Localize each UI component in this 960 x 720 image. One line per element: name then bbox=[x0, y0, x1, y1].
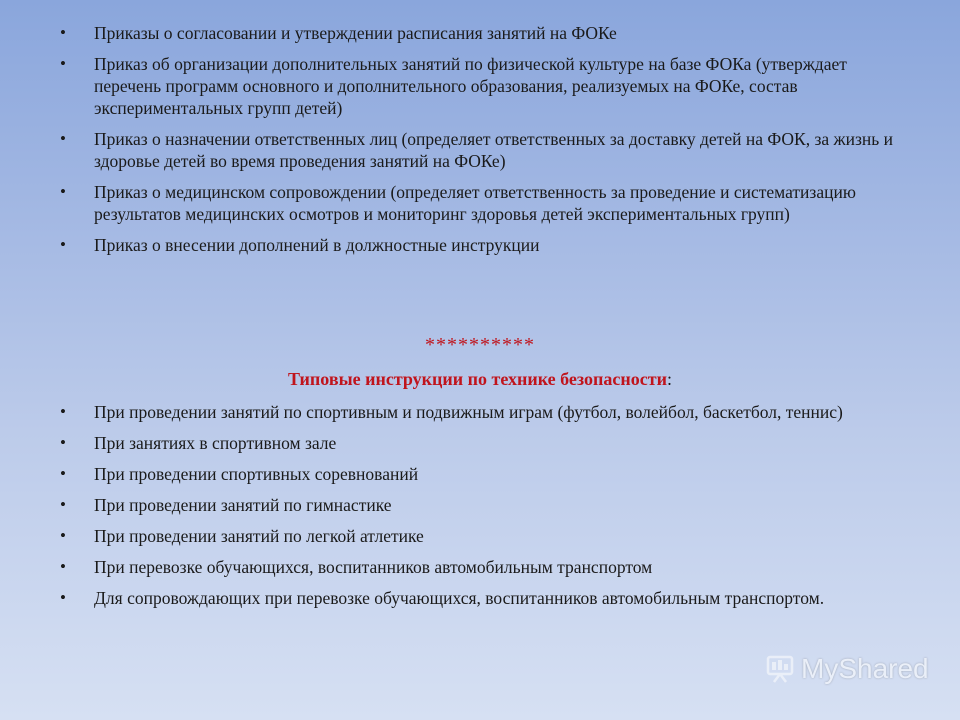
instructions-list bbox=[60, 401, 910, 618]
list-item: • Приказ о медицинском сопровождении (определяет ответственность за проведение и систематизацию результатов медицинских осмотров и мониторинг здоровья детей экспериментальных групп) bbox=[60, 181, 910, 225]
orders-list bbox=[60, 22, 910, 265]
presentation-board-icon bbox=[765, 654, 795, 684]
list-item: • Для сопровождающих при перевозке обучающихся, воспитанников автомобильным транспортом. bbox=[60, 587, 910, 609]
list-item: • При проведении занятий по легкой атлетике bbox=[60, 525, 910, 547]
list-item: • При проведении занятий по гимнастике bbox=[60, 494, 910, 516]
list-item: • При проведении занятий по спортивным и подвижным играм (футбол, волейбол, баскетбол, теннис) bbox=[60, 401, 910, 423]
list-item: • При перевозке обучающихся, воспитанников автомобильным транспортом bbox=[60, 556, 910, 578]
list-item: • Приказ об организации дополнительных занятий по физической культуре на базе ФОКа (утверждает перечень программ основного и дополнительного образования, реализуемых на ФОКе, состав экспериментальных групп детей) bbox=[60, 53, 910, 119]
stars-divider: ********** bbox=[425, 334, 535, 356]
list-item: • Приказ о внесении дополнений в должностные инструкции bbox=[60, 234, 910, 256]
list-item: • Приказы о согласовании и утверждении расписания занятий на ФОКе bbox=[60, 22, 910, 44]
watermark-text: MyShared bbox=[801, 653, 929, 684]
watermark-logo bbox=[765, 653, 929, 685]
list-item: • При занятиях в спортивном зале bbox=[60, 432, 910, 454]
section-heading-text: Типовые инструкции по технике безопасности bbox=[288, 369, 667, 389]
list-item: • При проведении спортивных соревнований bbox=[60, 463, 910, 485]
section-heading-colon: : bbox=[666, 369, 672, 389]
list-item: • Приказ о назначении ответственных лиц (определяет ответственных за доставку детей на ФОК, за жизнь и здоровье детей во время проведения занятий на ФОКе) bbox=[60, 128, 910, 172]
section-heading bbox=[0, 369, 960, 390]
